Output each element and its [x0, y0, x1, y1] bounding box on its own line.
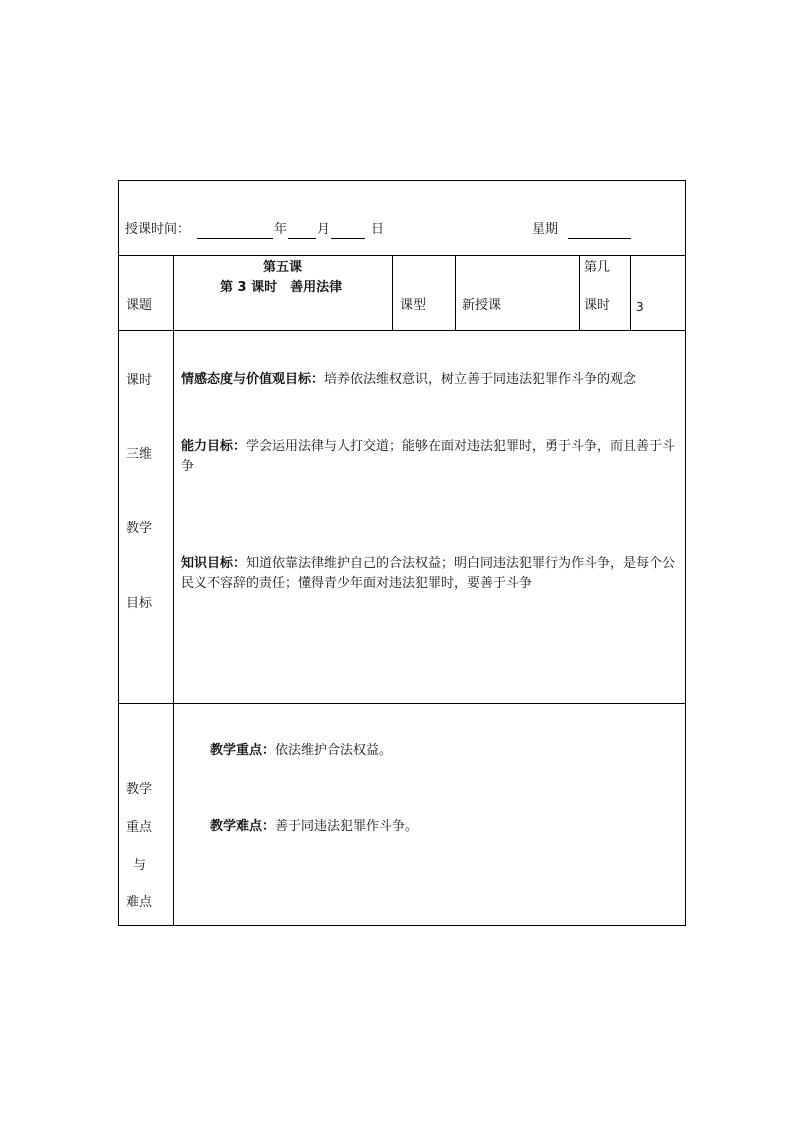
ability-objective-title: 能力目标：: [181, 439, 247, 454]
emotion-objective: [181, 370, 681, 390]
emotion-objective-text: 培养依法维权意识，树立善于同违法犯罪作斗争的观念: [324, 372, 637, 387]
year-blank: [197, 238, 273, 239]
cell-divider: [455, 255, 456, 330]
points-label-4: 难点: [126, 895, 153, 910]
knowledge-objective-title: 知识目标：: [181, 556, 247, 571]
lesson-title: 第 3 课时 善用法律: [220, 280, 343, 295]
cell-divider: [630, 255, 631, 330]
points-label-3: 与: [133, 858, 147, 873]
objectives-label-2: 三维: [126, 447, 153, 462]
emotion-objective-title: 情感态度与价值观目标：: [181, 372, 325, 387]
weekday-label: 星期: [532, 222, 559, 237]
difficult-point: [210, 817, 670, 837]
topic-label: 课题: [126, 298, 153, 313]
key-point: [210, 741, 670, 761]
weekday-blank: [568, 238, 631, 239]
row-divider: [119, 330, 685, 331]
knowledge-objective-text: 知道依靠法律维护自己的合法权益；明白同违法犯罪行为作斗争，是每个公民义不容辞的责任；懂得青少年面对违法犯罪时，要善于斗争: [181, 556, 676, 591]
day-blank: [331, 238, 365, 239]
points-label-1: 教学: [126, 782, 153, 797]
row-divider: [119, 703, 685, 704]
knowledge-objective: [181, 554, 685, 594]
lesson-type-value: 新授课: [462, 298, 502, 313]
points-label-2: 重点: [126, 820, 153, 835]
objectives-label-4: 目标: [126, 596, 153, 611]
year-label: 年: [274, 222, 288, 237]
label-column-divider: [173, 255, 174, 925]
period-label-line1: 第几: [584, 260, 611, 275]
ability-objective: [181, 437, 685, 477]
lesson-type-label: 课型: [400, 298, 427, 313]
objectives-label-3: 教学: [126, 521, 153, 536]
unit-title: 第五课: [263, 260, 303, 275]
objectives-label-1: 课时: [126, 373, 153, 388]
period-label-line2: 课时: [584, 298, 611, 313]
cell-divider: [392, 255, 393, 330]
difficult-point-text: 善于同违法犯罪作斗争。: [275, 819, 419, 834]
ability-objective-text: 学会运用法律与人打交道；能够在面对违法犯罪时，勇于斗争，而且善于斗争: [181, 439, 676, 474]
lesson-plan-table: [118, 180, 686, 926]
date-label: 授课时间：: [125, 222, 191, 237]
key-point-text: 依法维护合法权益。: [275, 743, 393, 758]
row-divider: [119, 255, 685, 256]
period-value: 3: [636, 300, 644, 314]
difficult-point-title: 教学难点：: [210, 819, 276, 834]
cell-divider: [579, 255, 580, 330]
key-point-title: 教学重点：: [210, 743, 276, 758]
day-label: 日: [371, 222, 385, 237]
month-blank: [288, 238, 316, 239]
month-label: 月: [317, 222, 331, 237]
